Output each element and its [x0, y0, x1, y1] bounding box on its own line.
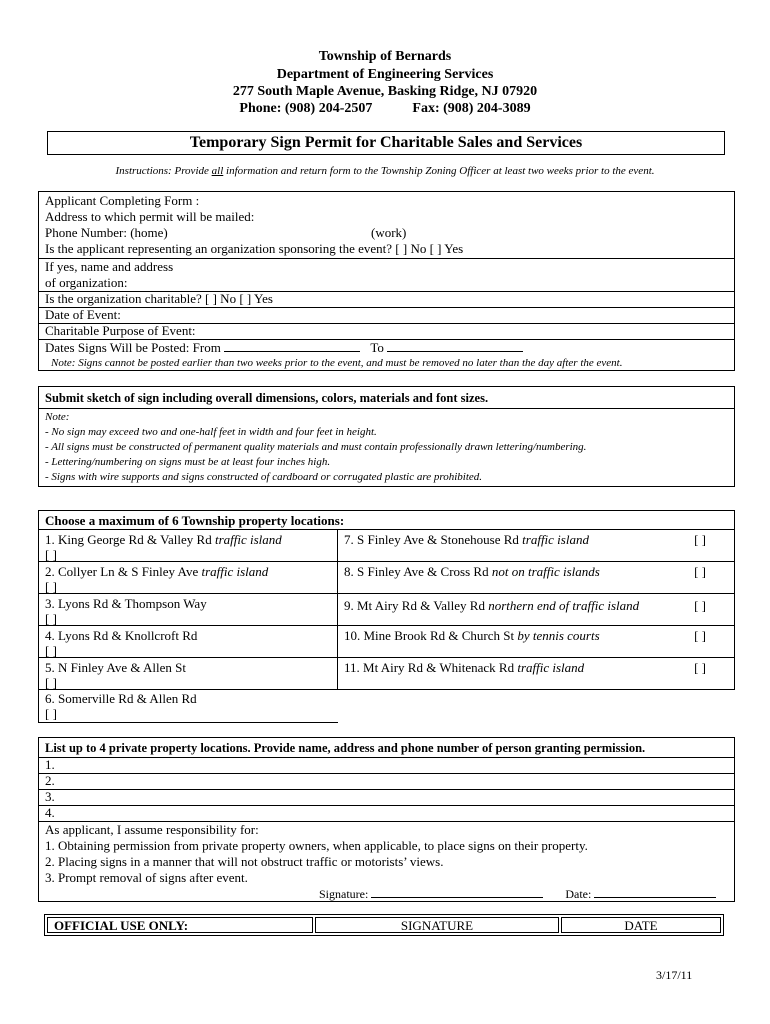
applicant-completing-field[interactable]: Applicant Completing Form :: [45, 193, 200, 208]
dates-posted-field[interactable]: [45, 339, 523, 356]
date-label: Date:: [565, 887, 592, 901]
location-7-name: 7. S Finley Ave & Stonehouse Rd: [344, 532, 523, 547]
private-location-2[interactable]: 2.: [45, 773, 55, 788]
signature-label: Signature:: [319, 887, 369, 901]
header-contact: [0, 100, 770, 118]
sketch-note-4: - Signs with wire supports and signs constructed of cardboard or corrugated plastic are prohibited.: [45, 471, 483, 483]
header-phone: Phone: (908) 204-2507: [239, 101, 373, 116]
location-4-name: 4. Lyons Rd & Knollcroft Rd: [45, 628, 198, 643]
header-line-1: Township of Bernards: [318, 49, 452, 64]
location-4-checkbox[interactable]: [ ]: [45, 643, 57, 658]
sketch-heading: Submit sketch of sign including overall dimensions, colors, materials and font sizes.: [45, 391, 489, 405]
location-3-checkbox[interactable]: [ ]: [45, 611, 57, 626]
phone-work-field[interactable]: (work): [371, 225, 407, 240]
location-2-note: traffic island: [201, 564, 269, 579]
posting-note: Note: Signs cannot be posted earlier than two weeks prior to the event, and must be removed no later than the day after the event.: [51, 357, 623, 369]
org-name-label: If yes, name and address: [45, 259, 174, 274]
location-11-checkbox[interactable]: [ ]: [694, 660, 706, 675]
locations-section: [38, 510, 735, 724]
location-1-note: traffic island: [214, 532, 282, 547]
header-line-2: Department of Engineering Services: [276, 67, 494, 82]
official-label-cell: [47, 917, 313, 933]
location-1-name: 1. King George Rd & Valley Rd: [45, 532, 215, 547]
divider: [39, 307, 734, 308]
sketch-section: [38, 386, 735, 487]
location-10-name: 10. Mine Brook Rd & Church St: [344, 628, 518, 643]
location-option-10[interactable]: [337, 625, 735, 658]
instructions-emphasis: all: [211, 165, 224, 177]
location-8-note: not on traffic islands: [491, 564, 600, 579]
location-7-note: traffic island: [522, 532, 589, 547]
dates-to-blank[interactable]: [387, 339, 523, 352]
responsibility-intro: As applicant, I assume responsibility for:: [45, 822, 259, 837]
private-section: [38, 737, 735, 902]
sketch-note-label: Note:: [45, 411, 70, 423]
instructions: [0, 165, 770, 177]
location-11-name: 11. Mt Airy Rd & Whitenack Rd: [344, 660, 518, 675]
representing-question[interactable]: Is the applicant representing an organization sponsoring the event? [ ] No [ ] Yes: [45, 241, 464, 256]
location-5-checkbox[interactable]: [ ]: [45, 675, 57, 690]
location-9-name: 9. Mt Airy Rd & Valley Rd: [344, 598, 489, 613]
location-9-note: northern end of traffic island: [488, 598, 640, 613]
location-5-name: 5. N Finley Ave & Allen St: [45, 660, 186, 675]
divider: [39, 408, 734, 409]
location-option-2[interactable]: [38, 561, 338, 594]
date-field[interactable]: [594, 886, 716, 898]
location-10-checkbox[interactable]: [ ]: [694, 628, 706, 643]
official-signature-cell[interactable]: SIGNATURE: [315, 917, 559, 933]
responsibility-2: 2. Placing signs in a manner that will not obstruct traffic or motorists’ views.: [45, 854, 444, 869]
purpose-field[interactable]: Charitable Purpose of Event:: [45, 323, 196, 338]
official-date-cell[interactable]: DATE: [561, 917, 721, 933]
locations-heading: Choose a maximum of 6 Township property locations:: [45, 513, 345, 528]
dates-from-blank[interactable]: [224, 339, 360, 352]
location-option-5[interactable]: [38, 657, 338, 690]
signature-field[interactable]: [371, 886, 543, 898]
private-location-4[interactable]: 4.: [45, 805, 55, 820]
location-option-1[interactable]: [38, 529, 338, 562]
location-1-checkbox[interactable]: [ ]: [45, 547, 57, 562]
location-9-checkbox[interactable]: [ ]: [694, 598, 706, 613]
official-use-table: [44, 914, 724, 936]
divider: [39, 805, 734, 806]
sketch-note-3: - Lettering/numbering on signs must be at least four inches high.: [45, 456, 331, 468]
location-6-name: 6. Somerville Rd & Allen Rd: [45, 691, 197, 706]
location-option-7[interactable]: [337, 529, 735, 562]
sketch-note-2: - All signs must be constructed of permanent quality materials and must contain professionally drawn lettering/numbering.: [45, 441, 587, 453]
event-date-field[interactable]: Date of Event:: [45, 307, 121, 322]
divider: [39, 773, 734, 774]
private-location-3[interactable]: 3.: [45, 789, 55, 804]
location-3-name: 3. Lyons Rd & Thompson Way: [45, 596, 207, 611]
location-option-6[interactable]: [38, 689, 338, 723]
header-line-3: 277 South Maple Avenue, Basking Ridge, NJ 07920: [232, 84, 538, 99]
location-10-note: by tennis courts: [517, 628, 600, 643]
org-name-field[interactable]: of organization:: [45, 275, 128, 290]
location-7-checkbox[interactable]: [ ]: [694, 532, 706, 547]
divider: [39, 757, 734, 758]
location-option-4[interactable]: [38, 625, 338, 658]
location-option-11[interactable]: [337, 657, 735, 690]
location-2-checkbox[interactable]: [ ]: [45, 579, 57, 594]
responsibility-3: 3. Prompt removal of signs after event.: [45, 870, 248, 885]
divider: [39, 789, 734, 790]
location-11-note: traffic island: [517, 660, 585, 675]
private-heading: List up to 4 private property locations. Provide name, address and phone number of person granting permission.: [45, 741, 646, 755]
private-location-1[interactable]: 1.: [45, 757, 55, 772]
phone-home-field[interactable]: Phone Number: (home): [45, 225, 168, 240]
revision-date: 3/17/11: [656, 968, 693, 982]
official-use-label: OFFICIAL USE ONLY:: [54, 918, 189, 933]
form-title: Temporary Sign Permit for Charitable Sales and Services: [47, 131, 725, 155]
responsibility-1: 1. Obtaining permission from private property owners, when applicable, to place signs on their property.: [45, 838, 588, 853]
mailing-address-field[interactable]: Address to which permit will be mailed:: [45, 209, 255, 224]
dates-from-label: Dates Signs Will be Posted: From: [45, 340, 221, 355]
locations-heading-cell: [38, 510, 735, 530]
charitable-question[interactable]: Is the organization charitable? [ ] No [ ] Yes: [45, 291, 273, 306]
header-fax: Fax: (908) 204-3089: [412, 101, 531, 116]
location-option-3[interactable]: [38, 593, 338, 626]
sketch-note-1: - No sign may exceed two and one-half feet in width and four feet in height.: [45, 426, 377, 438]
applicant-section: [38, 191, 735, 371]
location-8-checkbox[interactable]: [ ]: [694, 564, 706, 579]
instructions-after: information and return form to the Township Zoning Officer at least two weeks prior to the event.: [223, 165, 655, 177]
location-option-8[interactable]: [337, 561, 735, 594]
location-8-name: 8. S Finley Ave & Cross Rd: [344, 564, 492, 579]
instructions-before: Instructions: Provide: [115, 165, 212, 177]
dates-to-label: To: [370, 340, 384, 355]
location-option-9[interactable]: [337, 593, 735, 626]
location-6-checkbox[interactable]: [ ]: [45, 706, 57, 721]
location-2-name: 2. Collyer Ln & S Finley Ave: [45, 564, 202, 579]
signature-row: [319, 886, 716, 902]
